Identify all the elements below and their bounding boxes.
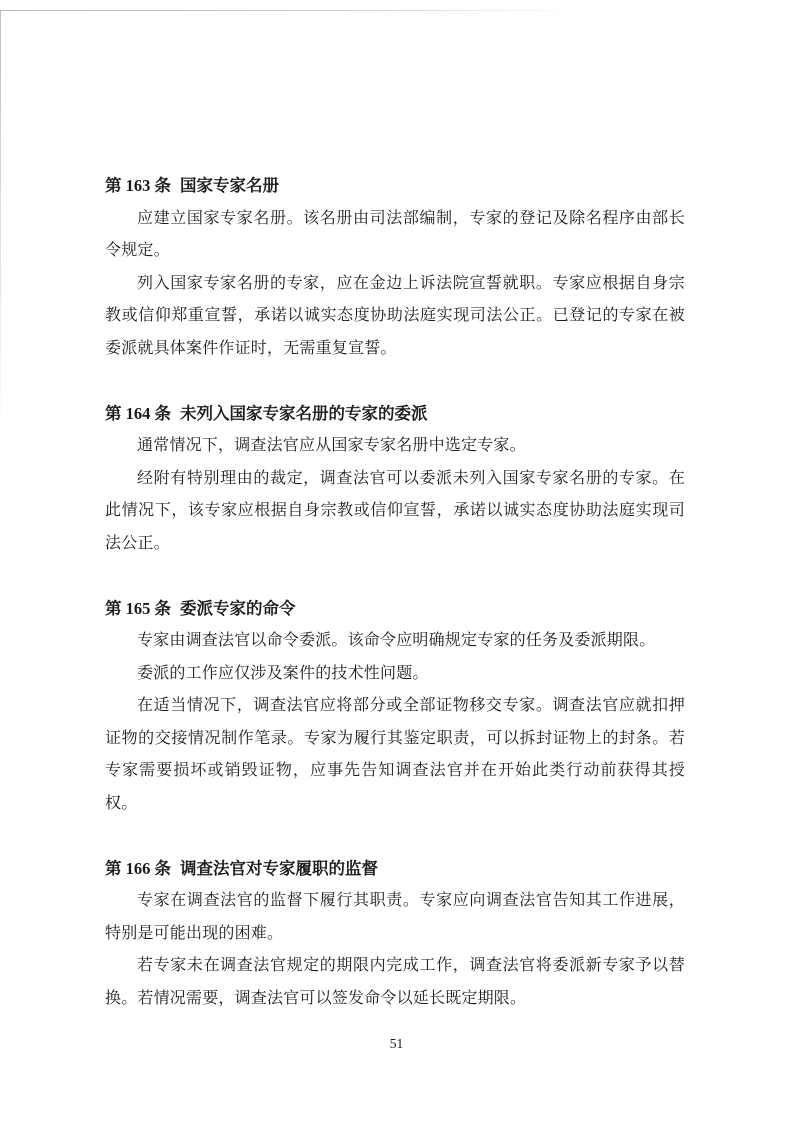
article-paragraph: 应建立国家专家名册。该名册由司法部编制，专家的登记及除名程序由部长令规定。 — [105, 209, 685, 259]
article-paragraph: 若专家未在调查法官规定的期限内完成工作，调查法官将委派新专家予以替换。若情况需要，调查法官可以签发命令以延长既定期限。 — [105, 957, 685, 1007]
scan-edge-top-line — [0, 10, 580, 11]
article-number: 第 164 条 — [105, 403, 171, 423]
article-paragraph: 委派的工作应仅涉及案件的技术性问题。 — [137, 664, 429, 682]
article-title: 委派专家的命令 — [180, 598, 296, 618]
article-paragraph: 列入国家专家名册的专家，应在金边上诉法院宣誓就职。专家应根据自身宗教或信仰郑重宣誓，承诺以诚实态度协助法庭实现司法公正。已登记的专家在被委派就具体案件作证时，无需重复宣誓。 — [105, 274, 685, 357]
article-paragraph: 通常情况下，调查法官应从国家专家名册中选定专家。 — [137, 437, 526, 454]
article-164 — [105, 398, 685, 561]
article-heading — [105, 853, 685, 886]
scan-edge-left-line — [0, 10, 1, 440]
page-number: 51 — [389, 1036, 404, 1051]
article-number: 第 165 条 — [105, 598, 171, 618]
article-paragraph: 专家在调查法官的监督下履行其职责。专家应向调查法官告知其工作进展，特别是可能出现的困难。 — [105, 892, 685, 942]
article-paragraph: 在适当情况下，调查法官应将部分或全部证物移交专家。调查法官应就扣押证物的交接情况制作笔录。专家为履行其鉴定职责，可以拆封证物上的封条。若专家需要损坏或销毁证物，应事先告知调查法官并在开始此类行动前获得其授权。 — [105, 697, 685, 812]
article-title: 未列入国家专家名册的专家的委派 — [180, 403, 428, 423]
article-title: 调查法官对专家履职的监督 — [180, 858, 378, 878]
article-paragraph: 经附有特别理由的裁定，调查法官可以委派未列入国家专家名册的专家。在此情况下，该专家应根据自身宗教或信仰宣誓，承诺以诚实态度协助法庭实现司法公正。 — [105, 469, 685, 552]
article-paragraph: 专家由调查法官以命令委派。该命令应明确规定专家的任务及委派期限。 — [137, 632, 656, 649]
article-number: 第 166 条 — [105, 858, 171, 878]
article-heading — [105, 170, 685, 203]
article-163 — [105, 170, 685, 365]
article-heading — [105, 593, 685, 626]
article-166 — [105, 853, 685, 1016]
article-165 — [105, 593, 685, 821]
article-title: 国家专家名册 — [180, 176, 279, 195]
article-number: 第 163 条 — [105, 176, 171, 195]
document-body — [105, 170, 685, 1015]
article-heading — [105, 398, 685, 431]
